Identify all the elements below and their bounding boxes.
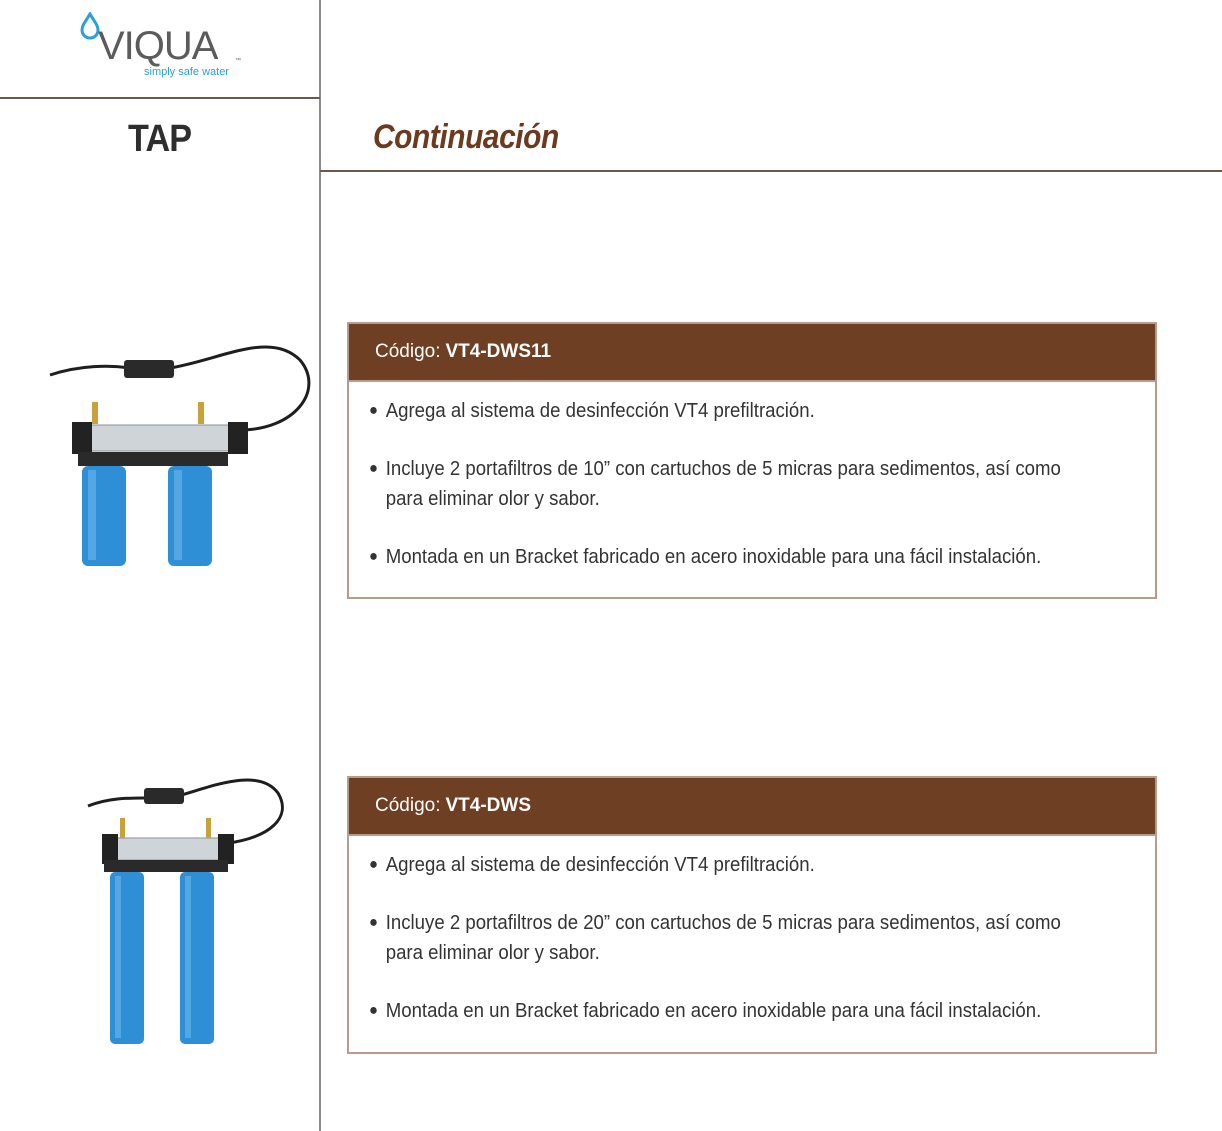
bullet-icon: ● (369, 548, 378, 565)
code-label: Código: (375, 795, 441, 816)
product-card-vt4-dws (347, 776, 1157, 1054)
product-card-vt4-dws11 (347, 322, 1157, 599)
title-underline (320, 170, 1222, 172)
feature-item: ● Montada en un Bracket fabricado en acero inoxidable para una fácil instalación. (369, 996, 1076, 1026)
product-image-vt4-dws11 (40, 330, 320, 580)
left-horizontal-rule (0, 97, 320, 99)
feature-item: ● Incluye 2 portafiltros de 20” con cartuchos de 5 micras para sedimentos, así como para eliminar olor y sabor. (369, 908, 1076, 968)
bullet-icon: ● (369, 856, 378, 873)
page-title: Continuación (373, 118, 559, 156)
feature-item: ● Incluye 2 portafiltros de 10” con cartuchos de 5 micras para sedimentos, así como para eliminar olor y sabor. (369, 454, 1076, 514)
product-code-header (349, 778, 1155, 836)
bullet-icon: ● (369, 914, 378, 931)
brand-name: VIQUA (98, 24, 218, 68)
product-image-vt4-dws (78, 768, 298, 1058)
product-code-header (349, 324, 1155, 382)
brand-trademark: ™ (235, 58, 241, 64)
feature-item: ● Montada en un Bracket fabricado en acero inoxidable para una fácil instalación. (369, 542, 1076, 572)
product-code: VT4-DWS (445, 795, 531, 816)
bullet-icon: ● (369, 460, 378, 477)
feature-item: ● Agrega al sistema de desinfección VT4 prefiltración. (369, 850, 1076, 880)
brand-tagline: simply safe water (144, 66, 229, 78)
feature-item: ● Agrega al sistema de desinfección VT4 prefiltración. (369, 396, 1076, 426)
viqua-logo (78, 12, 248, 82)
product-code: VT4-DWS11 (445, 341, 552, 362)
code-label: Código: (375, 341, 441, 362)
bullet-icon: ● (369, 1002, 378, 1019)
bullet-icon: ● (369, 402, 378, 419)
section-label: TAP (128, 118, 192, 160)
